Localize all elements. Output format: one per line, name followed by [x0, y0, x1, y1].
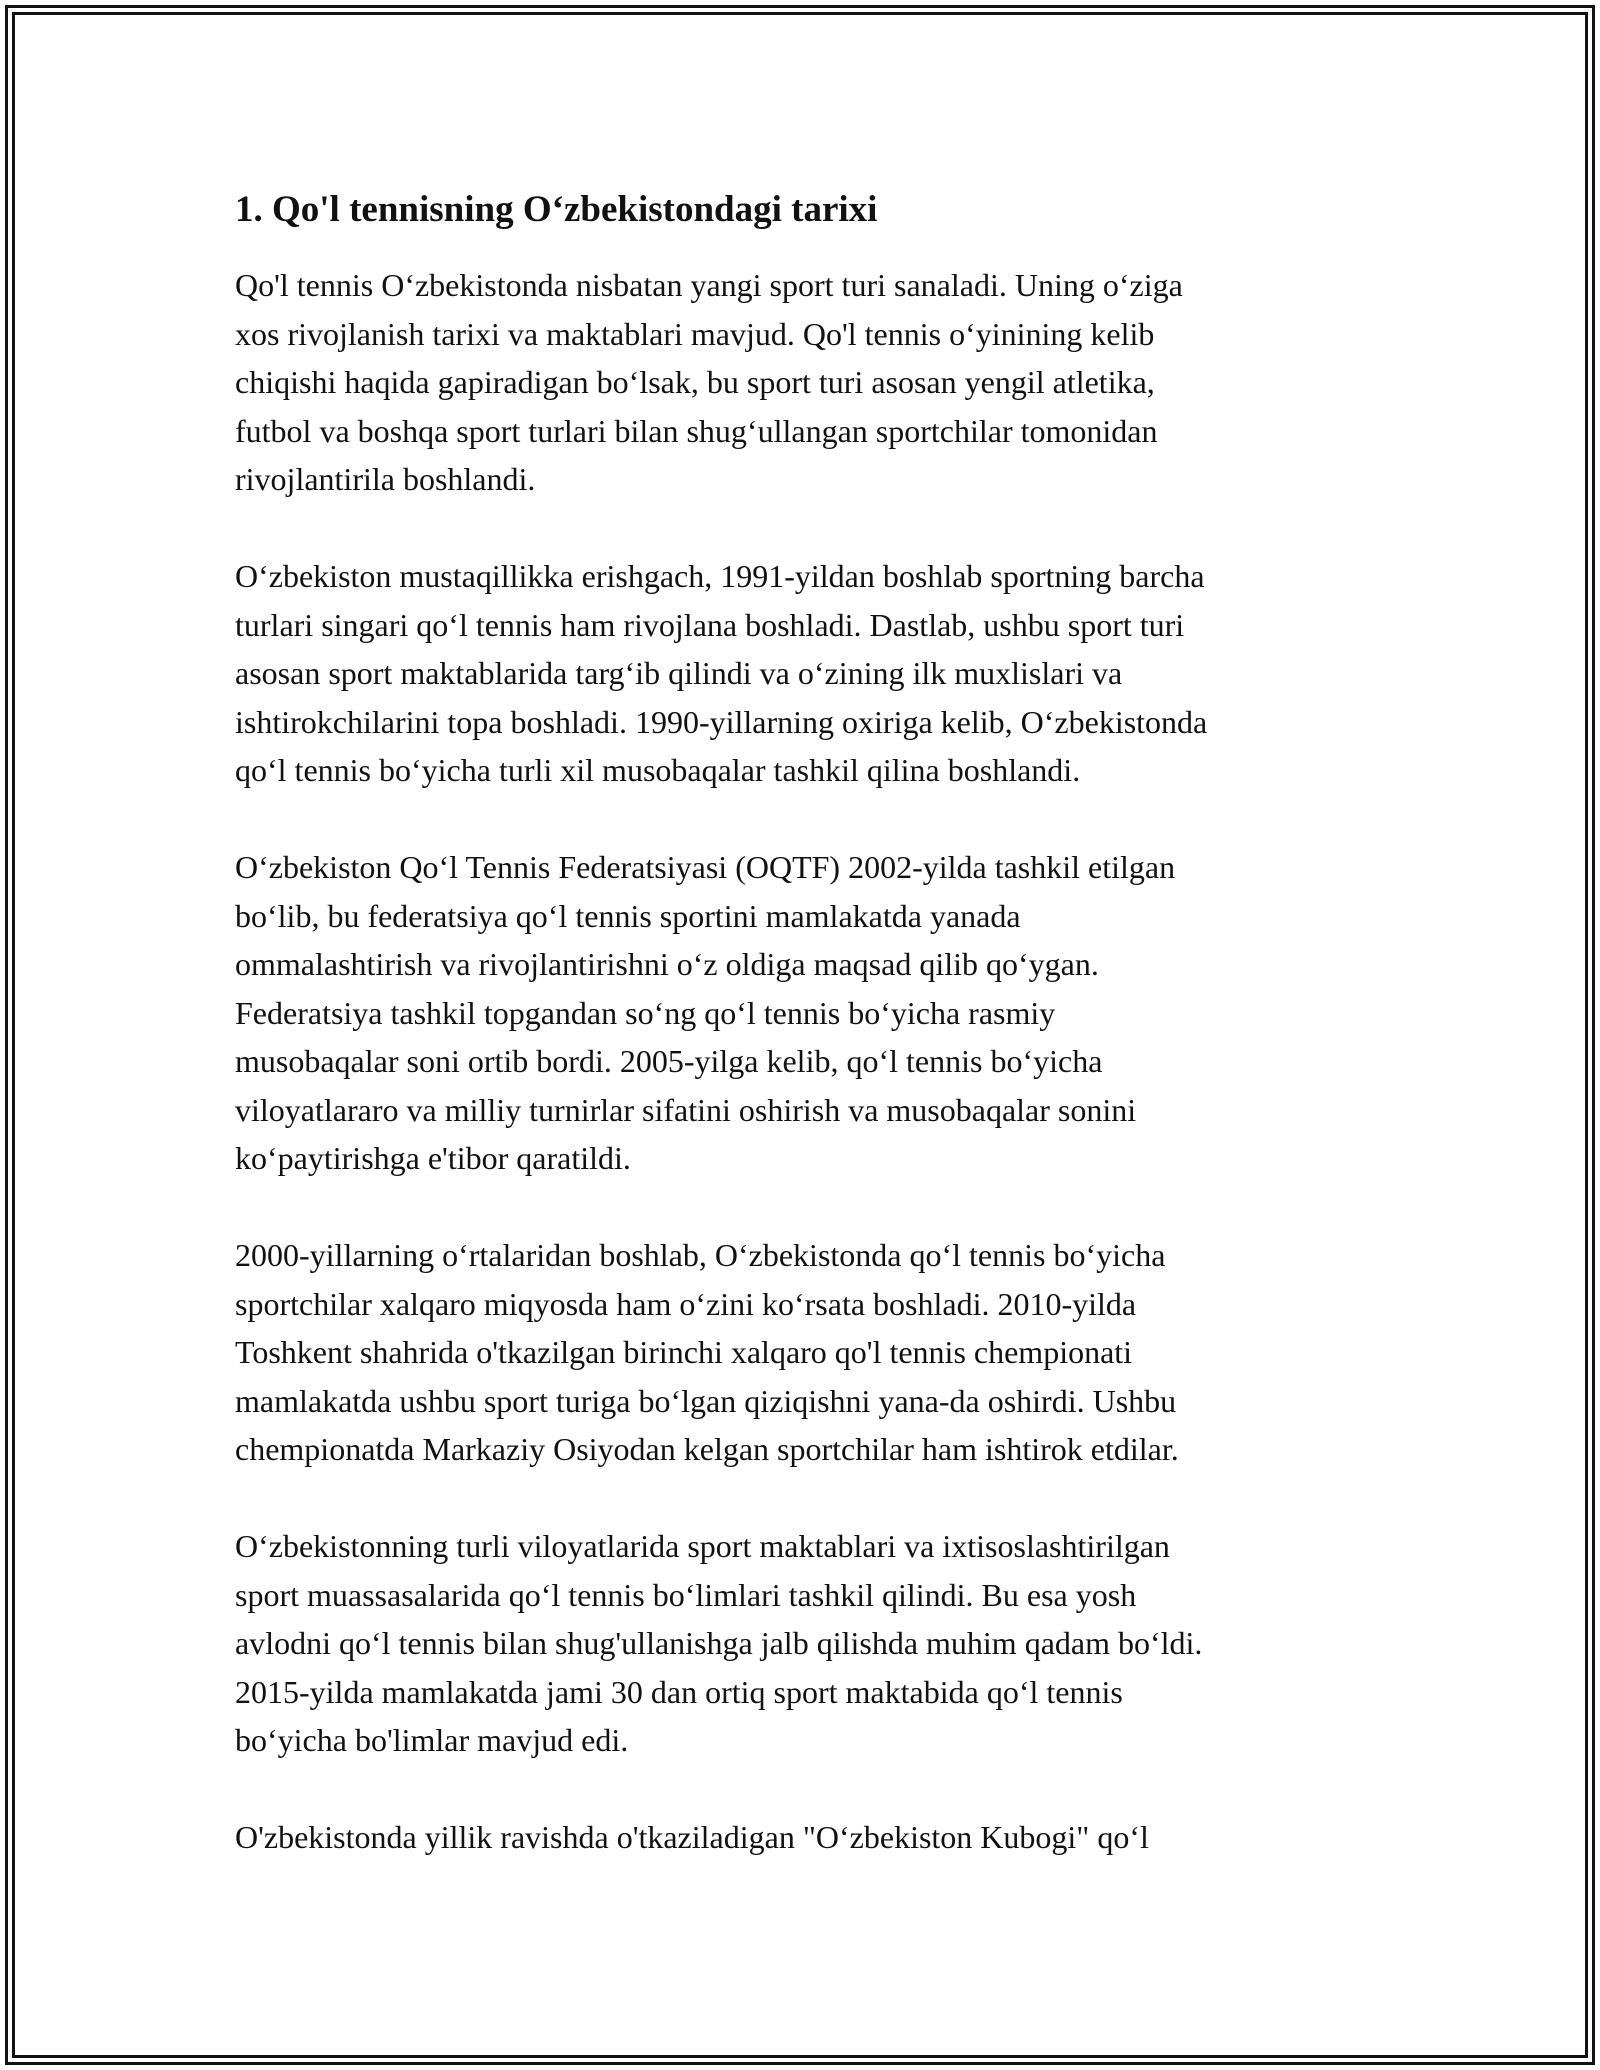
- paragraph-line: O‘zbekiston Qo‘l Tennis Federatsiyasi (OQTF) 2002-yilda tashkil etilgan: [235, 849, 1176, 885]
- paragraph-line: sportchilar xalqaro miqyosda ham o‘zini ko‘rsata boshladi. 2010-yilda: [235, 1285, 1137, 1322]
- paragraph: [235, 843, 1370, 1183]
- paragraph-line: Qo'l tennis O‘zbekistonda nisbatan yangi sport turi sanaladi. Uning o‘ziga: [235, 267, 1183, 303]
- section-heading: 1. Qo'l tennisning O‘zbekistondagi tarixi: [235, 189, 878, 230]
- paragraph-line: avlodni qo‘l tennis bilan shug'ullanishga jalb qilishda muhim qadam bo‘ldi.: [235, 1625, 1203, 1661]
- paragraph-line: O‘zbekiston mustaqillikka erishgach, 1991-yildan boshlab sportning barcha: [235, 558, 1205, 594]
- paragraph-line: ko‘paytirishga e'tibor qaratildi.: [235, 1140, 631, 1176]
- paragraph-line: futbol va boshqa sport turlari bilan shug‘ullangan sportchilar tomonidan: [235, 412, 1158, 449]
- paragraph-list: [235, 261, 1370, 1862]
- paragraph-line: rivojlantirila boshlandi.: [235, 461, 536, 497]
- paragraph-line: 2015-yilda mamlakatda jami 30 dan ortiq sport maktabida qo‘l tennis: [235, 1673, 1123, 1710]
- paragraph: [235, 261, 1370, 504]
- paragraph-line: chiqishi haqida gapiradigan bo‘lsak, bu sport turi asosan yengil atletika,: [235, 364, 1155, 400]
- document-body: [235, 185, 1370, 1910]
- paragraph: [235, 1522, 1370, 1765]
- paragraph-line: ishtirokchilarini topa boshladi. 1990-yillarning oxiriga kelib, O‘zbekistonda: [235, 703, 1208, 740]
- paragraph-line: sport muassasalarida qo‘l tennis bo‘limlari tashkil qilindi. Bu esa yosh: [235, 1576, 1137, 1613]
- paragraph: [235, 1813, 1370, 1862]
- paragraph-line: asosan sport maktablarida targ‘ib qilindi va o‘zining ilk muxlislari va: [235, 655, 1123, 691]
- paragraph-line: Toshkent shahrida o'tkazilgan birinchi xalqaro qo'l tennis chempionati: [235, 1334, 1133, 1370]
- paragraph-line: bo‘yicha bo'limlar mavjud edi.: [235, 1722, 629, 1758]
- paragraph-line: chempionatda Markaziy Osiyodan kelgan sportchilar ham ishtirok etdilar.: [235, 1431, 1179, 1467]
- paragraph-line: qo‘l tennis bo‘yicha turli xil musobaqalar tashkil qilina boshlandi.: [235, 752, 1081, 788]
- paragraph-line: viloyatlararo va milliy turnirlar sifatini oshirish va musobaqalar sonini: [235, 1091, 1137, 1128]
- paragraph-line: O‘zbekistonning turli viloyatlarida sport maktablari va ixtisoslashtirilgan: [235, 1528, 1170, 1564]
- paragraph-line: turlari singari qo‘l tennis ham rivojlana boshladi. Dastlab, ushbu sport turi: [235, 606, 1185, 643]
- paragraph-line: mamlakatda ushbu sport turiga bo‘lgan qiziqishni yana-da oshirdi. Ushbu: [235, 1382, 1177, 1419]
- paragraph: [235, 552, 1370, 795]
- paragraph-line: xos rivojlanish tarixi va maktablari mavjud. Qo'l tennis o‘yinining kelib: [235, 315, 1155, 352]
- paragraph-line: 2000-yillarning o‘rtalaridan boshlab, O‘zbekistonda qo‘l tennis bo‘yicha: [235, 1237, 1166, 1273]
- paragraph-line: bo‘lib, bu federatsiya qo‘l tennis sportini mamlakatda yanada: [235, 897, 1021, 934]
- paragraph-line: musobaqalar soni ortib bordi. 2005-yilga kelib, qo‘l tennis bo‘yicha: [235, 1043, 1103, 1079]
- paragraph-line: O'zbekistonda yillik ravishda o'tkaziladigan "O‘zbekiston Kubogi" qo‘l: [235, 1819, 1149, 1855]
- paragraph-line: ommalashtirish va rivojlantirishni o‘z oldiga maqsad qilib qo‘ygan.: [235, 946, 1099, 982]
- paragraph: [235, 1231, 1370, 1474]
- paragraph-line: Federatsiya tashkil topgandan so‘ng qo‘l tennis bo‘yicha rasmiy: [235, 994, 1056, 1031]
